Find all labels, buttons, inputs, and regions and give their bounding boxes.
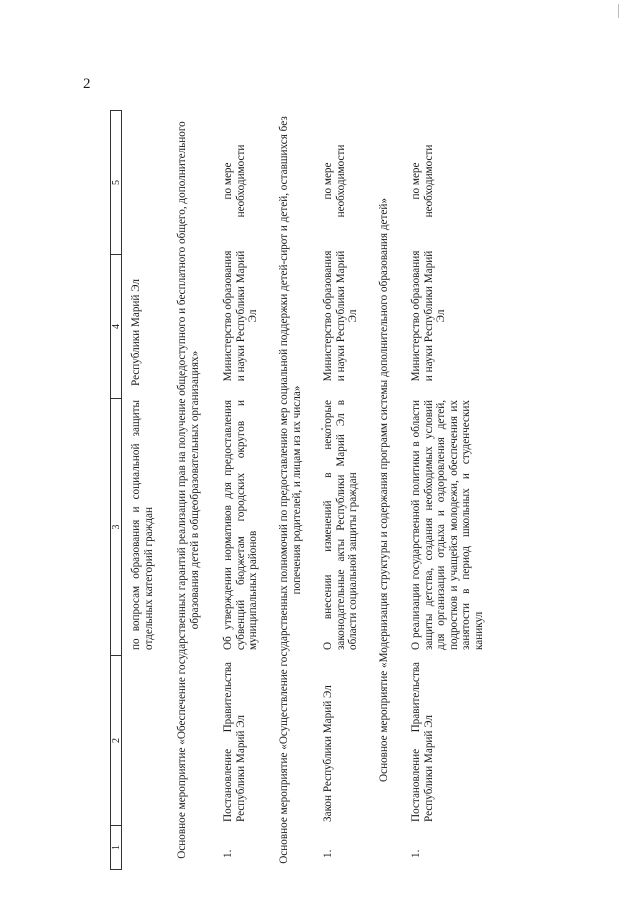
row-term: по мере необходимости: [322, 144, 347, 218]
row-executor: Министерство образования и науки Республики Марий Эл: [322, 250, 360, 382]
row-content: Об утверждении нормативов для предоставления субвенций бюджетам городских округов и муниципальных районов: [222, 400, 260, 650]
section-title-2: Основное мероприятие «Осуществление государственных полномочий по предоставлению мер социальной поддержки детей-сирот и детей, оставшихся без попечения родителей, и лицам из их числа»: [278, 116, 303, 864]
column-header-3: 3: [110, 398, 122, 655]
row-doc-type: Постановление Правительства Республики Марий Эл: [410, 662, 435, 822]
column-header-2: 2: [110, 655, 122, 825]
row-executor: Министерство образования и науки Республики Марий Эл: [222, 250, 260, 382]
row-number: 1.: [222, 849, 234, 858]
row-content: О внесении изменений в некоторые законодательные акты Республики Марий Эл в области социальной защиты граждан: [322, 400, 360, 650]
continuation-executor: Республики Марий Эл: [130, 278, 142, 386]
row-term: по мере необходимости: [410, 144, 435, 218]
row-number: 1.: [322, 849, 334, 858]
column-header-4: 4: [110, 254, 122, 398]
rotated-table-page: [110, 110, 485, 870]
row-executor: Министерство образования и науки Республики Марий Эл: [410, 250, 448, 382]
row-doc-type: Постановление Правительства Республики Марий Эл: [222, 662, 247, 822]
column-header-row: [110, 110, 122, 870]
row-doc-type: Закон Республики Марий Эл: [322, 685, 334, 822]
continuation-content: по вопросам образования и социальной защиты отдельных категорий граждан: [130, 400, 155, 650]
column-header-1: 1: [110, 825, 122, 870]
section-title-3: Основное мероприятие «Модернизация структуры и содержания программ системы дополнительного образования детей»: [378, 198, 390, 782]
page-number: 2: [83, 76, 91, 92]
row-content: О реализации государственной политики в области защиты детства, создания необходимых условий для организации отдыха и оздоровления детей, подростков и учащейся молодежи, обеспечения их занятости в период школьных и студенческих каникул: [410, 400, 485, 650]
column-header-5: 5: [110, 110, 122, 254]
section-title-1: Основное мероприятие «Обеспечение государственных гарантий реализации прав на получение общедоступного и бесплатного общего, дополнительного образования детей в общеобразовательных организациях»: [176, 121, 201, 859]
scan-edge-mark: [618, 4, 619, 18]
row-term: по мере необходимости: [222, 144, 247, 218]
row-number: 1.: [410, 849, 422, 858]
